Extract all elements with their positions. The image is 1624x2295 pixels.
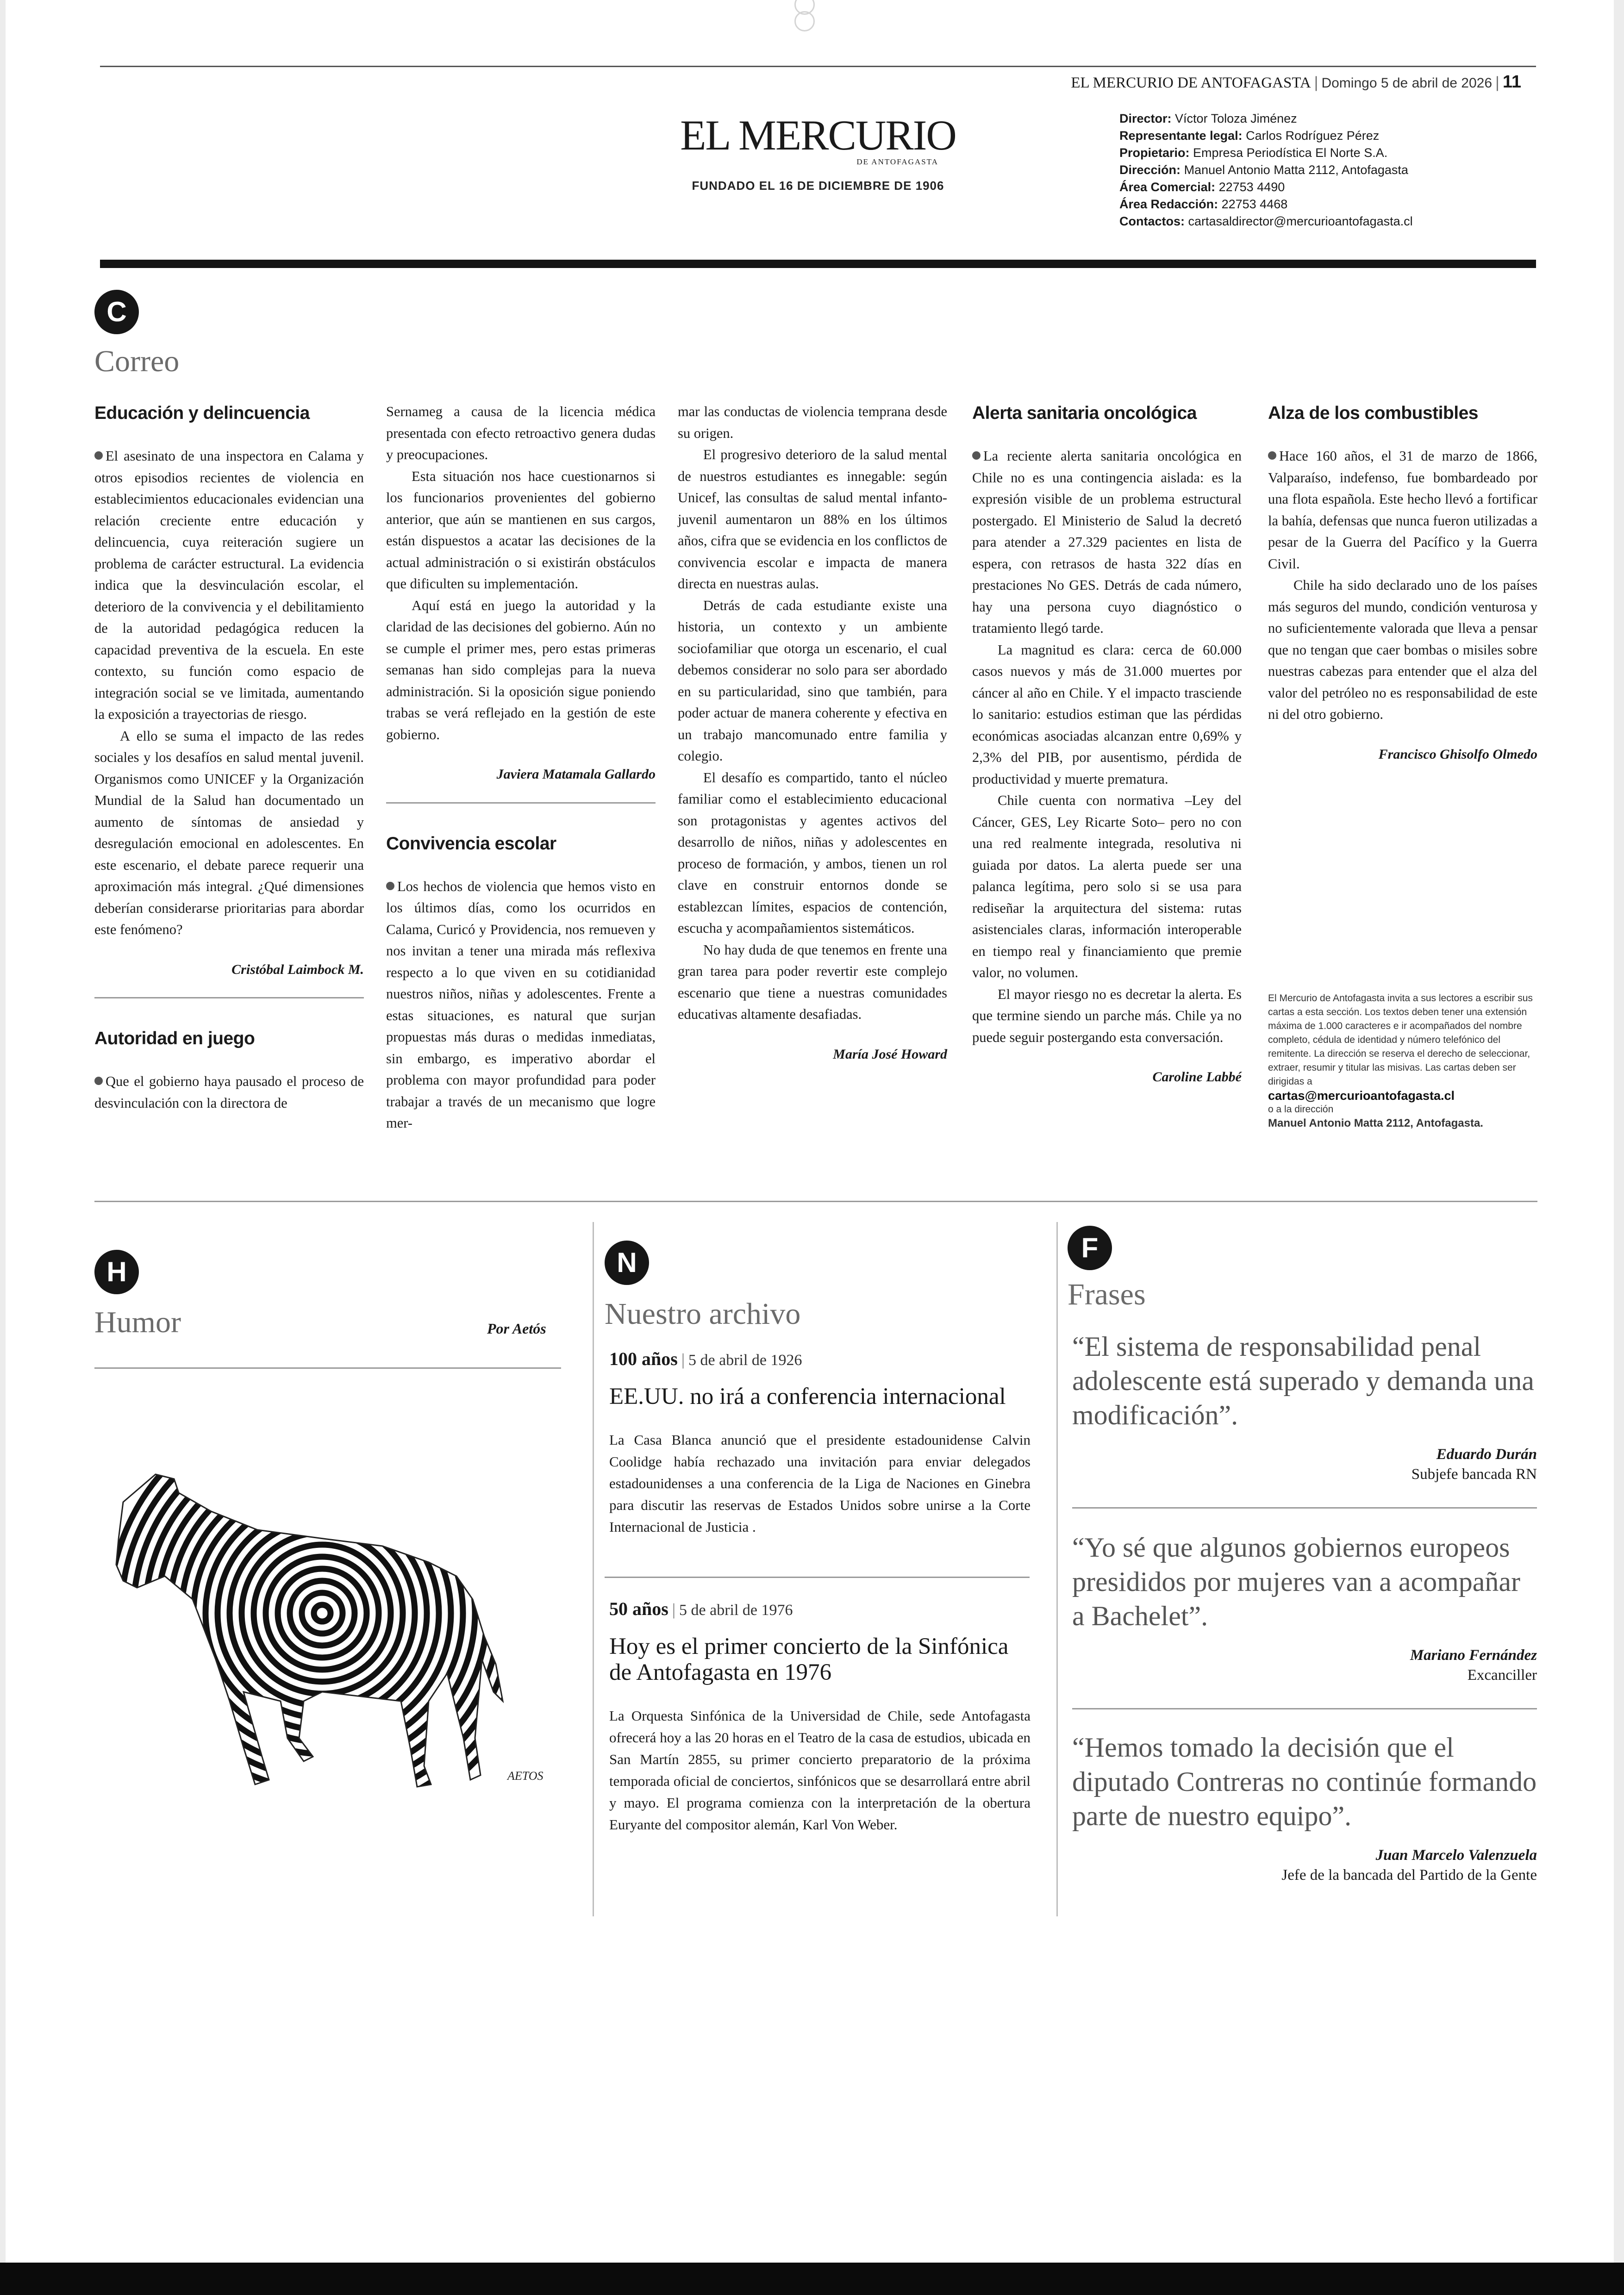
masthead	[675, 114, 962, 193]
credit-line: Dirección: Manuel Antonio Matta 2112, Antofagasta	[1119, 163, 1408, 177]
letter-signature: Javiera Matamala Gallardo	[496, 767, 656, 782]
letters-column-2: Sernameg a causa de la licencia médica presentada con efecto retroactivo genera dudas y preocupaciones. Esta situación nos hace cuestionarnos si los funcionarios provenientes del gobierno anterior, que aún se mantienen en sus cargos, están dispuestos a acatar las decisiones de la actual administración o si existirán obstáculos que dificulten su implementación. Aquí está en juego la autoridad y la claridad de las decisiones del gobierno. Aún no se cumple el primer mes, pero estas primeras semanas han sido complejas para la nueva administración. Si la oposición sigue poniendo trabas se verá reflejado en la gestión de este gobierno. Javiera Matamala Gallardo Convivencia escolar Los hechos de violencia que hemos visto en los últimos días, como los ocurridos en Calama, Curicó y Providencia, nos remueven y nos invitan a tener una mirada más reflexiva respecto a lo que viven en su cotidianidad nuestros niños, niñas y adolescentes. Frente a estas situaciones, es natural que surjan propuestas más duras o medidas inmediatas, sin embargo, es imperativo abordar el problema con mayor profundidad para poder trabajar a través de un mecanismo que logre mer-	[386, 404, 656, 1131]
bullet-icon	[972, 451, 981, 460]
page-nav-dots[interactable]	[788, 0, 853, 14]
letter-heading: Alerta sanitaria oncológica	[972, 403, 1197, 423]
letters-column-5: Alza de los combustibles Hace 160 años, el 31 de marzo de 1866, Valparaíso, indefenso, fue bombardeado por una flota española. Este hecho llevó a fortificar la bahía, defensas que nunca fueron utilizadas a pesar de la Guerra del Pacífico y la Guerra Civil. Chile ha sido declarado uno de los países más seguros del mundo, condición venturosa y no suficientemente valorada que lleva a pensar que no tengan que caer bombas o misiles sobre nuestras cabezas para entender que el alza del valor del petróleo no es responsabilidad de este ni del otro gobierno. Francisco Ghisolfo Olmedo	[1268, 401, 1537, 765]
masthead-sub: DE ANTOFAGASTA	[856, 157, 938, 166]
newspaper-page	[6, 0, 1614, 2264]
quote-role: Subjefe bancada RN	[1411, 1466, 1537, 1483]
frases-badge: F	[1068, 1226, 1112, 1270]
folio-publication: EL MERCURIO DE ANTOFAGASTA	[1071, 75, 1311, 91]
humor-badge: H	[94, 1250, 139, 1294]
artist-signature: AETOS	[507, 1769, 543, 1783]
humor-byline: Por Aetós	[487, 1320, 546, 1337]
archive-item-100: 100 años | 5 de abril de 1926 EE.UU. no irá a conferencia internacional La Casa Blanca anunció que el presidente estadounidense Calvin Coolidge había rechazado una invitación para enviar delegados estadounidenses a una conferencia de la Liga de Naciones en Ginebra para discutir las reservas de Estados Unidos sobre unirse a la Corte Internacional de Justicia .	[609, 1348, 1031, 1538]
quote-author: Juan Marcelo Valenzuela	[1375, 1847, 1537, 1864]
quote-3	[1072, 1730, 1537, 1884]
next-dot-icon[interactable]	[794, 11, 815, 31]
quote-role: Excanciller	[1467, 1667, 1537, 1684]
letter-signature: Cristóbal Laimbock M.	[231, 961, 364, 977]
archive-item-50: 50 años | 5 de abril de 1976 Hoy es el primer concierto de la Sinfónica de Antofagasta en 1976 La Orquesta Sinfónica de la Universidad de Chile, sede Antofagasta ofrecerá hoy a las 20 horas en el Teatro de la casa de estudios, ubicada en San Martín 2855, su primer concierto preparatorio de la próxima temporada oficial de conciertos, sinfónicos que se desarrollará entre abril y mayo. El programa comienza con la interpretación de la obertura Euryante del compositor alemán, Karl Von Weber.	[609, 1598, 1031, 1835]
quote-1	[1072, 1329, 1537, 1483]
quote-text: “El sistema de responsabilidad penal adolescente está superado y demanda una modificación”.	[1072, 1331, 1534, 1430]
top-rule	[100, 66, 1536, 67]
letter-signature: María José Howard	[833, 1046, 947, 1062]
archive-headline: EE.UU. no irá a conferencia internacional	[609, 1384, 1006, 1409]
quote-author: Eduardo Durán	[1436, 1446, 1537, 1463]
bullet-icon	[1268, 451, 1276, 460]
quote-divider	[1072, 1507, 1537, 1509]
bullet-icon	[94, 451, 103, 460]
masthead-rule	[100, 260, 1536, 268]
letter-heading: Alza de los combustibles	[1268, 403, 1478, 423]
letters-column-4: Alerta sanitaria oncológica La reciente alerta sanitaria oncológica en Chile no es una contingencia aislada: es la expresión visible de un problema estructural postergado. El Ministerio de Salud la decretó para atender a 27.329 pacientes en lista de espera, con retrasos de hasta 322 días en prestaciones No GES. Detrás de cada número, hay una persona cuyo diagnóstico o tratamiento llegó tarde. La magnitud es clara: cerca de 60.000 casos nuevos y más de 31.000 muertes por cáncer al año en Chile. Y el impacto trasciende lo sanitario: estudios estiman que las pérdidas económicas asociadas alcanzan entre 0,69% y 2,3% del PIB, por ausentismo, pérdida de productividad y muerte prematura. Chile cuenta con normativa –Ley del Cáncer, GES, Ley Ricarte Soto– pero no con una red realmente integrada, resolutiva ni guiada por datos. La alerta puede ser una palanca legítima, pero solo si se usa para rediseñar la arquitectura del sistema: rutas asistenciales claras, información interoperable en tiempo real y financiamiento que premie valor, no volumen. El mayor riesgo no es decretar la alerta. Es que termine siendo un parche más. Chile ya no puede seguir postergando esta conversación. Caroline Labbé	[972, 401, 1242, 1088]
archivo-badge: N	[605, 1241, 649, 1285]
bullet-icon	[94, 1077, 103, 1085]
credit-line: Propietario: Empresa Periodística El Norte S.A.	[1119, 146, 1388, 160]
quote-text: “Hemos tomado la decisión que el diputado Contreras no continúe formando parte de nuestro equipo”.	[1072, 1732, 1537, 1831]
column-divider-vertical	[1056, 1222, 1058, 1916]
humor-rule	[94, 1367, 561, 1369]
letter-heading: Convivencia escolar	[386, 833, 556, 854]
credit-line: Director: Víctor Toloza Jiménez	[1119, 112, 1297, 125]
archive-divider	[605, 1577, 1030, 1578]
archive-years: 50 años	[609, 1598, 668, 1619]
archivo-title: Nuestro archivo	[605, 1297, 801, 1331]
quote-role: Jefe de la bancada del Partido de la Gente	[1281, 1867, 1537, 1883]
viewer-bottom-bar	[0, 2263, 1624, 2295]
letter-signature: Francisco Ghisolfo Olmedo	[1378, 746, 1537, 762]
archive-date: 5 de abril de 1976	[679, 1602, 793, 1619]
credit-line: Área Redacción: 22753 4468	[1119, 197, 1288, 211]
submission-note: El Mercurio de Antofagasta invita a sus lectores a escribir sus cartas a esta sección. Los textos deben tener una extensión máxima de 1.000 caracteres e ir acompañados del nombre completo, cédula de identidad y número telefónico del remitente. La dirección se reserva el derecho de seleccionar, extraer, resumir y titular las misivas. Las cartas deben ser dirigidas a cartas@mercurioantofagasta.cl o a la dirección Manuel Antonio Matta 2112, Antofagasta.	[1268, 992, 1537, 1130]
archive-headline: Hoy es el primer concierto de la Sinfónica de Antofagasta en 1976	[609, 1634, 1009, 1685]
folio-date: Domingo 5 de abril de 2026	[1321, 75, 1493, 91]
letter-signature: Caroline Labbé	[1152, 1069, 1242, 1085]
column-divider	[94, 997, 364, 998]
bullet-icon	[386, 882, 394, 890]
column-divider-vertical	[593, 1222, 594, 1916]
section-divider	[94, 1201, 1537, 1202]
correo-badge: C	[94, 290, 139, 334]
quote-text: “Yo sé que algunos gobiernos europeos presididos por mujeres van a acompañar a Bachelet”.	[1072, 1532, 1520, 1631]
staff-credits	[1119, 110, 1413, 230]
folio: EL MERCURIO DE ANTOFAGASTA | Domingo 5 de abril de 2026 | 11	[1071, 72, 1521, 92]
archive-date: 5 de abril de 1926	[688, 1352, 802, 1369]
credit-line: Representante legal: Carlos Rodríguez Pérez	[1119, 129, 1380, 143]
quote-divider	[1072, 1708, 1537, 1709]
letters-column-3: mar las conductas de violencia temprana desde su origen. El progresivo deterioro de la salud mental de nuestros estudiantes es innegable: según Unicef, las consultas de salud mental infanto-juvenil aumentaron un 88% en los últimos años, cifra que se evidencia en los conflictos de convivencia escolar e impacta de manera directa en nuestras aulas. Detrás de cada estudiante existe una historia, un contexto y un ambiente sociofamiliar que otorga un escenario, el cual debemos considerar no solo para ser abordado en su particularidad, sino que también, para poder actuar de manera coherente y efectiva en un trabajo mancomunado entre familia y colegio. El desafío es compartido, tanto el núcleo familiar como el establecimiento educacional son protagonistas y agentes activos del desarrollo de niños, niñas y adolescentes en proceso de formación, y ambos, tienen un rol clave en construir entornos donde se establezcan límites, espacios de contención, escucha y acompañamientos sistemáticos. No hay duda de que tenemos en frente una gran tarea para poder revertir este complejo escenario que tiene a nuestras comunidades educativas altamente desafiadas. María José Howard	[678, 401, 947, 1065]
archive-years: 100 años	[609, 1348, 678, 1369]
letter-heading: Autoridad en juego	[94, 1029, 255, 1048]
archive-body: La Orquesta Sinfónica de la Universidad de Chile, sede Antofagasta ofrecerá hoy a las 20 horas en el Teatro de la casa de estudios, ubicada en San Martín 2855, su primer concierto preparatorio de la próxima temporada oficial de conciertos, sinfónicos que se desarrollará entre abril y mayo. El programa comienza con la interpretación de la obertura Euryante del compositor alemán, Karl Von Weber.	[609, 1708, 1031, 1833]
correo-title: Correo	[94, 344, 180, 378]
credit-line: Área Comercial: 22753 4490	[1119, 180, 1285, 194]
frases-title: Frases	[1068, 1278, 1146, 1311]
quote-author: Mariano Fernández	[1410, 1647, 1537, 1664]
zebra-illustration	[105, 1460, 549, 1803]
archive-body: La Casa Blanca anunció que el presidente estadounidense Calvin Coolidge había rechazado una invitación para enviar delegados estadounidenses a una conferencia de la Liga de Naciones en Ginebra para discutir las reservas de Estados Unidos sobre unirse a la Corte Internacional de Justicia .	[609, 1432, 1031, 1535]
credit-line: Contactos: cartasaldirector@mercurioantofagasta.cl	[1119, 214, 1413, 228]
column-divider	[386, 802, 656, 804]
founded-line: FUNDADO EL 16 DE DICIEMBRE DE 1906	[692, 179, 944, 193]
letters-address: Manuel Antonio Matta 2112, Antofagasta.	[1268, 1117, 1483, 1129]
masthead-logo: EL MERCURIO	[680, 112, 956, 159]
letters-column-1: Educación y delincuencia El asesinato de una inspectora en Calama y otros episodios recientes de violencia en establecimientos educacionales evidencian una relación creciente entre educación y delincuencia, cuya reiteración sugiere un problema de carácter estructural. La evidencia indica que la desvinculación escolar, el deterioro de la convivencia y el debilitamiento de la autoridad pedagógica reducen la capacidad preventiva de la escuela. En este contexto, su función como espacio de integración social se ve limitada, aumentando la exposición a trayectorias de riesgo. A ello se suma el impacto de las redes sociales y los desafíos en salud mental juvenil. Organismos como UNICEF y la Organización Mundial de la Salud han documentado un aumento de síntomas de ansiedad y desregulación emocional en adolescentes. En este escenario, el debate parece requerir una aproximación más integral. ¿Qué dimensiones deberían considerarse prioritarias para abordar este fenómeno? Cristóbal Laimbock M. Autoridad en juego Que el gobierno haya pausado el proceso de desvinculación con la directora de	[94, 401, 364, 1114]
page-number: 11	[1502, 72, 1521, 92]
humor-title: Humor	[94, 1305, 181, 1339]
letter-heading: Educación y delincuencia	[94, 403, 310, 423]
letters-email[interactable]: cartas@mercurioantofagasta.cl	[1268, 1089, 1455, 1103]
quote-2	[1072, 1530, 1537, 1684]
